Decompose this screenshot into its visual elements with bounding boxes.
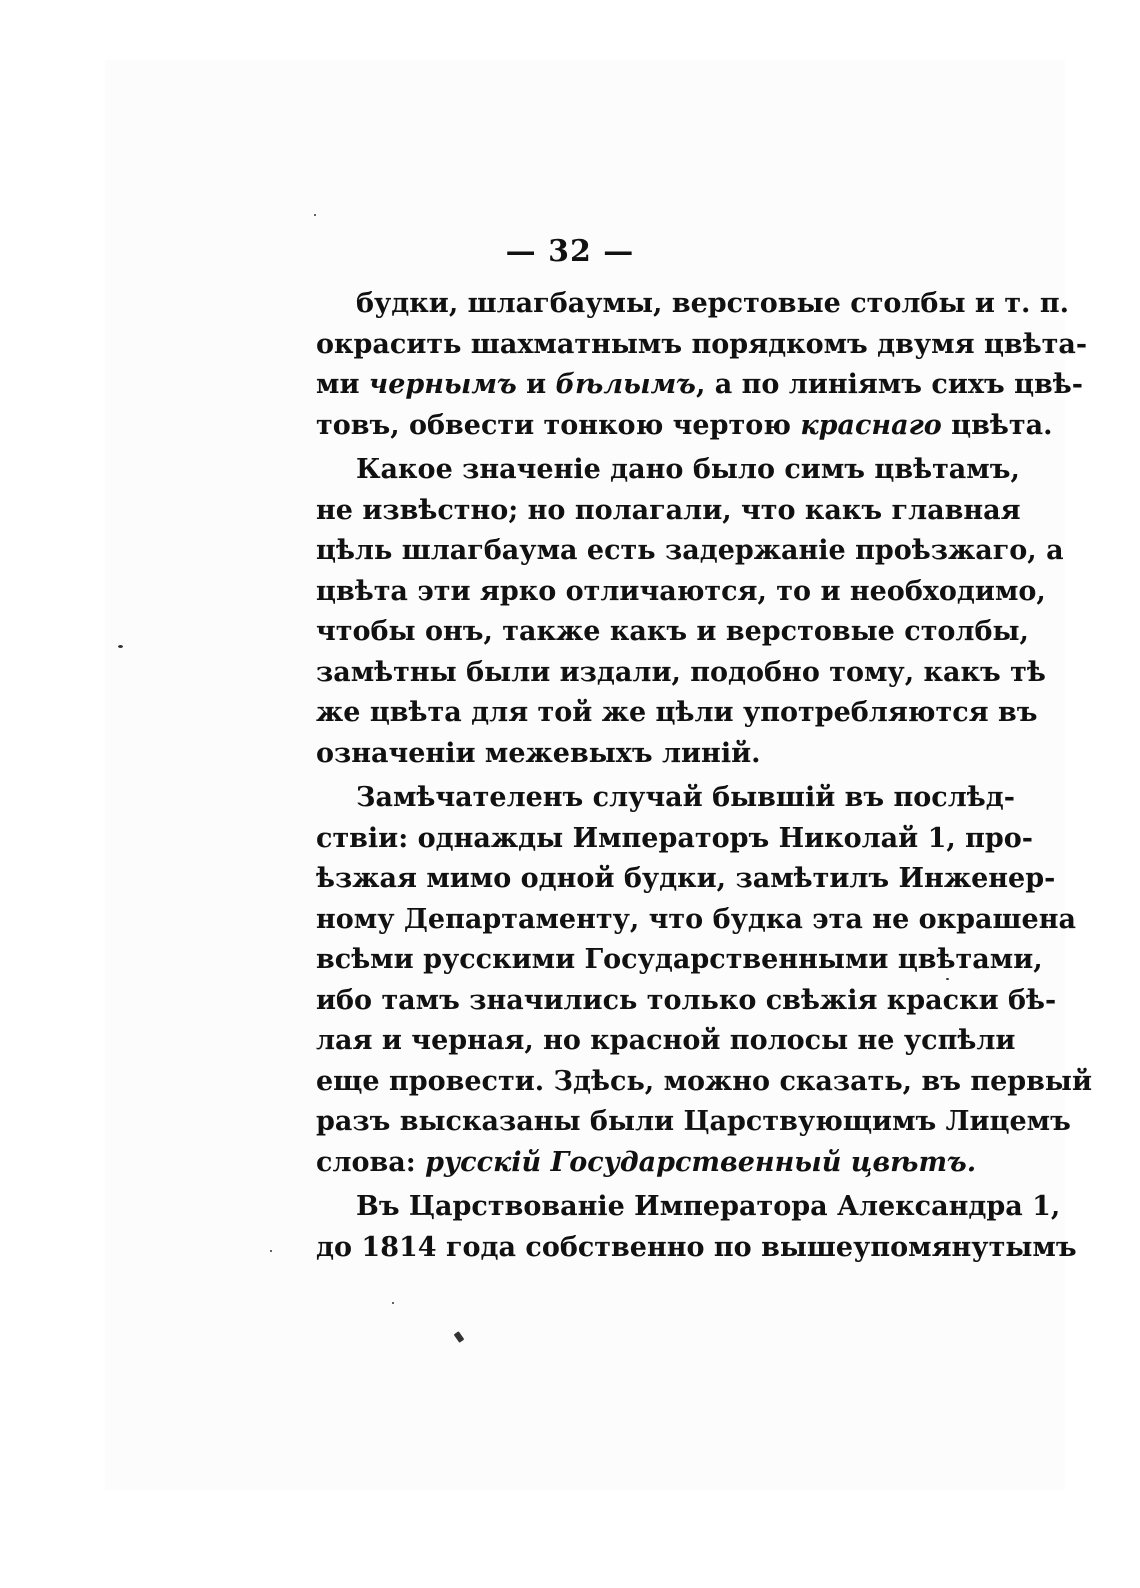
text-run: цвѣта эти ярко отличаются, то и необходимо, <box>316 575 1046 607</box>
text-line <box>316 1143 977 1184</box>
italic-text: бѣлымъ <box>555 369 696 400</box>
body-text <box>316 284 1093 1268</box>
text-line <box>316 491 1021 532</box>
text-line <box>316 1021 1016 1062</box>
text-line <box>316 693 1038 734</box>
text-line <box>316 325 1088 366</box>
text-run: ѣзжая мимо одной будки, замѣтилъ Инженер- <box>316 863 1056 894</box>
text-run: чтобы онъ, также какъ и верстовые столбы, <box>316 616 1029 647</box>
text-run: и <box>516 369 556 400</box>
text-run: до 1814 года собственно по вышеупомянутымъ <box>316 1231 1077 1263</box>
text-run: ибо тамъ значились только свѣжiя краски бѣ- <box>316 984 1057 1016</box>
text-run: лая и черная, но красной полосы не успѣли <box>316 1025 1016 1056</box>
text-line <box>316 778 1015 819</box>
text-line <box>316 653 1046 694</box>
text-line <box>316 365 1083 406</box>
text-run: слова: <box>316 1146 426 1178</box>
scan-speck <box>946 978 949 980</box>
italic-text: чернымъ <box>368 369 517 400</box>
text-line <box>316 1228 1077 1269</box>
text-run: ному Департаменту, что будка эта не окрашена <box>316 903 1076 935</box>
text-line <box>316 450 1020 491</box>
text-line <box>316 406 1053 447</box>
text-line <box>316 1062 1093 1103</box>
text-run: всѣми русскими Государственными цвѣтами, <box>316 944 1043 975</box>
text-line <box>316 572 1046 613</box>
text-line <box>316 1187 1061 1228</box>
text-line <box>316 531 1064 572</box>
text-run: еще провести. Здѣсь, можно сказать, въ первый <box>316 1065 1093 1097</box>
text-line <box>316 900 1076 941</box>
text-run: Какое значенiе дано было симъ цвѣтамъ, <box>356 454 1020 485</box>
scan-speck <box>314 214 316 216</box>
scan-speck <box>392 1302 394 1304</box>
text-line <box>316 734 900 775</box>
page-number: — 32 — <box>505 234 635 269</box>
scan-speck <box>270 1250 272 1252</box>
text-run: же цвѣта для той же цѣли употребляются въ <box>316 697 1038 728</box>
text-run: , а по линiямъ сихъ цвѣ- <box>695 369 1083 400</box>
text-line <box>316 612 1029 653</box>
text-line <box>316 1102 1071 1143</box>
italic-text: краснаго <box>800 409 942 441</box>
scan-speck <box>118 645 123 648</box>
text-line <box>316 819 1034 860</box>
text-line <box>316 859 1056 900</box>
text-run: замѣтны были издали, подобно тому, какъ тѣ <box>316 656 1046 688</box>
text-run: цѣль шлагбаума есть задержанiе проѣзжаго, а <box>316 535 1064 566</box>
text-run: ми <box>316 369 369 400</box>
text-run: ствiи: однажды Императоръ Николай 1, про- <box>316 822 1034 854</box>
text-run: не извѣстно; но полагали, что какъ главная <box>316 494 1021 526</box>
italic-text: русскiй Государственный цвѣтъ. <box>425 1146 977 1178</box>
text-run: окрасить шахматнымъ порядкомъ двумя цвѣта- <box>316 328 1088 360</box>
text-run: Въ Царствованiе Императора Александра 1, <box>356 1191 1061 1222</box>
text-run: Замѣчателенъ случай бывшiй въ послѣд- <box>356 782 1015 813</box>
text-line <box>316 940 1043 981</box>
text-run: означенiи межевыхъ линiй. <box>316 737 761 769</box>
text-line <box>316 981 1057 1022</box>
text-run: будки, шлагбаумы, верстовые столбы и т. п. <box>356 288 1070 319</box>
text-run: разъ высказаны были Царствующимъ Лицемъ <box>316 1106 1071 1137</box>
text-run: товъ, обвести тонкою чертою <box>316 409 801 441</box>
text-line <box>316 284 1070 325</box>
text-run: цвѣта. <box>941 409 1053 441</box>
